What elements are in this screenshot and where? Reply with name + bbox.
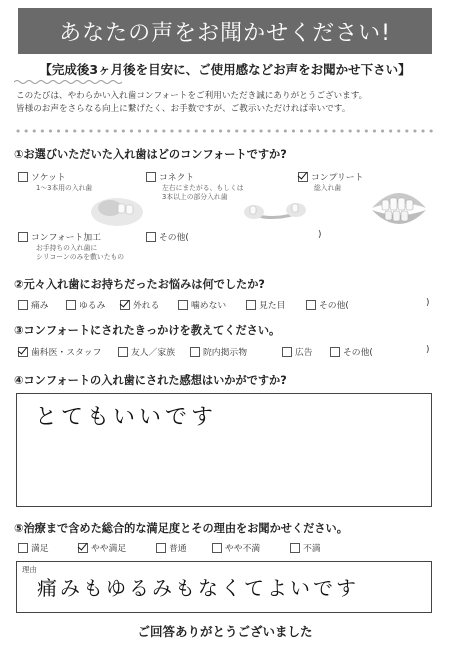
q5-option-neutral[interactable]: [156, 541, 187, 554]
q1-label-connect: コネクト: [159, 173, 195, 183]
q1-label-processing: コンフォート加工: [31, 233, 101, 243]
q5-label-neutral: 普通: [169, 544, 187, 554]
q3-checkbox-clinic-poster[interactable]: [190, 347, 200, 357]
q2-option-falls-out[interactable]: [120, 298, 159, 311]
q1-checkbox-processing[interactable]: [18, 232, 28, 242]
intro-line-1: このたびは、やわらかい入れ歯コンフォートをご利用いただき誠にありがとうございます。: [16, 91, 368, 101]
q1-note-connect-1: 左右にまたがる、もしくは: [162, 184, 244, 192]
q5-label-dissatisfied: 不満: [303, 544, 321, 554]
q5-label-somewhat-satisfied: やや満足: [91, 544, 127, 554]
q1-note-connect-2: 3本以上の部分入れ歯: [162, 193, 228, 201]
q2-option-other[interactable]: [306, 298, 349, 311]
q3-checkbox-advertisement[interactable]: [282, 347, 292, 357]
question-4: ④コンフォートの入れ歯にされた感想はいかがですか?: [14, 374, 287, 387]
q5-option-satisfied[interactable]: [18, 541, 49, 554]
question-1: ①お選びいただいた入れ歯はどのコンフォートですか?: [14, 148, 287, 161]
footer-thanks: ご回答ありがとうございました: [137, 624, 313, 639]
q5-checkbox-dissatisfied[interactable]: [290, 543, 300, 553]
q1-option-socket[interactable]: [18, 170, 66, 183]
q2-option-looseness[interactable]: [66, 298, 105, 311]
q3-option-friend-family[interactable]: [118, 345, 175, 358]
q1-checkbox-complete[interactable]: [298, 172, 308, 182]
complete-denture-image: [366, 184, 432, 232]
q3-checkbox-other[interactable]: [330, 347, 340, 357]
intro-text: [16, 90, 436, 116]
q3-option-clinic-poster[interactable]: [190, 345, 247, 358]
q3-label-clinic-poster: 院内掲示物: [203, 348, 247, 358]
q5-label-satisfied: 満足: [31, 544, 49, 554]
q1-label-complete: コンプリート: [311, 173, 364, 183]
q5-reason-box[interactable]: [16, 561, 432, 613]
q5-option-somewhat-satisfied[interactable]: [78, 541, 126, 554]
question-2: ②元々入れ歯にお持ちだったお悩みは何でしたか?: [14, 278, 265, 291]
q1-checkbox-connect[interactable]: [146, 172, 156, 182]
q5-checkbox-satisfied[interactable]: [18, 543, 28, 553]
q3-checkbox-friend-family[interactable]: [118, 347, 128, 357]
q5-option-somewhat-dissatisfied[interactable]: [212, 541, 260, 554]
q3-label-dental-staff: 歯科医・スタッフ: [31, 348, 102, 358]
q2-checkbox-pain[interactable]: [18, 300, 28, 310]
q2-checkbox-falls-out[interactable]: [120, 300, 130, 310]
survey-title-banner: [18, 8, 432, 54]
q2-checkbox-appearance[interactable]: [246, 300, 256, 310]
q3-label-advertisement: 広告: [295, 348, 313, 358]
intro-line-2: 皆様のお声をさらなる向上に繋げたく、お手数ですが、ご教示いただければ幸いです。: [16, 104, 351, 114]
dotted-divider: [16, 128, 436, 134]
q1-other-close-paren: ): [318, 230, 322, 240]
q5-checkbox-somewhat-dissatisfied[interactable]: [212, 543, 222, 553]
q2-label-falls-out: 外れる: [133, 301, 160, 311]
q5-label-somewhat-dissatisfied: やや不満: [225, 544, 261, 554]
q1-option-other[interactable]: [146, 230, 189, 243]
q2-label-cannot-chew: 噛めない: [191, 301, 227, 311]
survey-subtitle: 【完成後3ヶ月後を目安に、ご使用感などお声をお聞かせ下さい】: [39, 62, 411, 77]
q3-option-other[interactable]: [330, 345, 373, 358]
q3-option-dental-staff[interactable]: [18, 345, 101, 358]
q1-option-processing[interactable]: [18, 230, 101, 243]
q2-option-pain[interactable]: [18, 298, 49, 311]
partial-denture-image: [88, 190, 146, 230]
squiggle-decoration: [14, 79, 124, 85]
survey-title: あなたの声をお聞かせください!: [59, 20, 391, 46]
q2-checkbox-looseness[interactable]: [66, 300, 76, 310]
q2-label-pain: 痛み: [31, 301, 49, 311]
q2-option-appearance[interactable]: [246, 298, 285, 311]
question-3: ③コンフォートにされたきっかけを教えてください。: [14, 324, 281, 337]
q5-checkbox-neutral[interactable]: [156, 543, 166, 553]
q3-other-close-paren: ): [426, 345, 430, 355]
question-5: ⑤治療まで含めた総合的な満足度とその理由をお聞かせください。: [14, 522, 348, 535]
q3-label-other: その他(: [343, 348, 373, 358]
q1-option-complete[interactable]: [298, 170, 363, 183]
q2-checkbox-cannot-chew[interactable]: [178, 300, 188, 310]
q3-label-friend-family: 友人／家族: [131, 348, 175, 358]
q2-label-appearance: 見た目: [259, 301, 286, 311]
q5-handwritten-reason: 痛みもゆるみもなくてよいです: [37, 576, 359, 600]
q4-answer-box[interactable]: [16, 393, 432, 507]
q2-other-close-paren: ): [426, 298, 430, 308]
q1-note-complete: 総入れ歯: [314, 184, 342, 192]
q3-checkbox-dental-staff[interactable]: [18, 347, 28, 357]
q1-note-processing-1: お手持ちの入れ歯に: [36, 244, 98, 252]
q1-checkbox-socket[interactable]: [18, 172, 28, 182]
q1-note-processing-2: シリコーンのみを敷いたもの: [36, 253, 125, 261]
q4-handwritten-answer: とてもいいです: [35, 405, 218, 430]
connect-denture-image: [240, 198, 310, 226]
q1-label-other: その他(: [159, 233, 189, 243]
q1-note-socket: 1～3本用の入れ歯: [36, 184, 93, 192]
q5-reason-label: 理由: [22, 565, 37, 574]
q5-option-dissatisfied[interactable]: [290, 541, 321, 554]
q1-checkbox-other[interactable]: [146, 232, 156, 242]
q1-option-connect[interactable]: [146, 170, 194, 183]
q3-option-advertisement[interactable]: [282, 345, 313, 358]
q2-label-other: その他(: [319, 301, 349, 311]
q2-option-cannot-chew[interactable]: [178, 298, 226, 311]
q2-label-looseness: ゆるみ: [79, 301, 106, 311]
q5-checkbox-somewhat-satisfied[interactable]: [78, 543, 88, 553]
q2-checkbox-other[interactable]: [306, 300, 316, 310]
q1-label-socket: ソケット: [31, 173, 66, 183]
